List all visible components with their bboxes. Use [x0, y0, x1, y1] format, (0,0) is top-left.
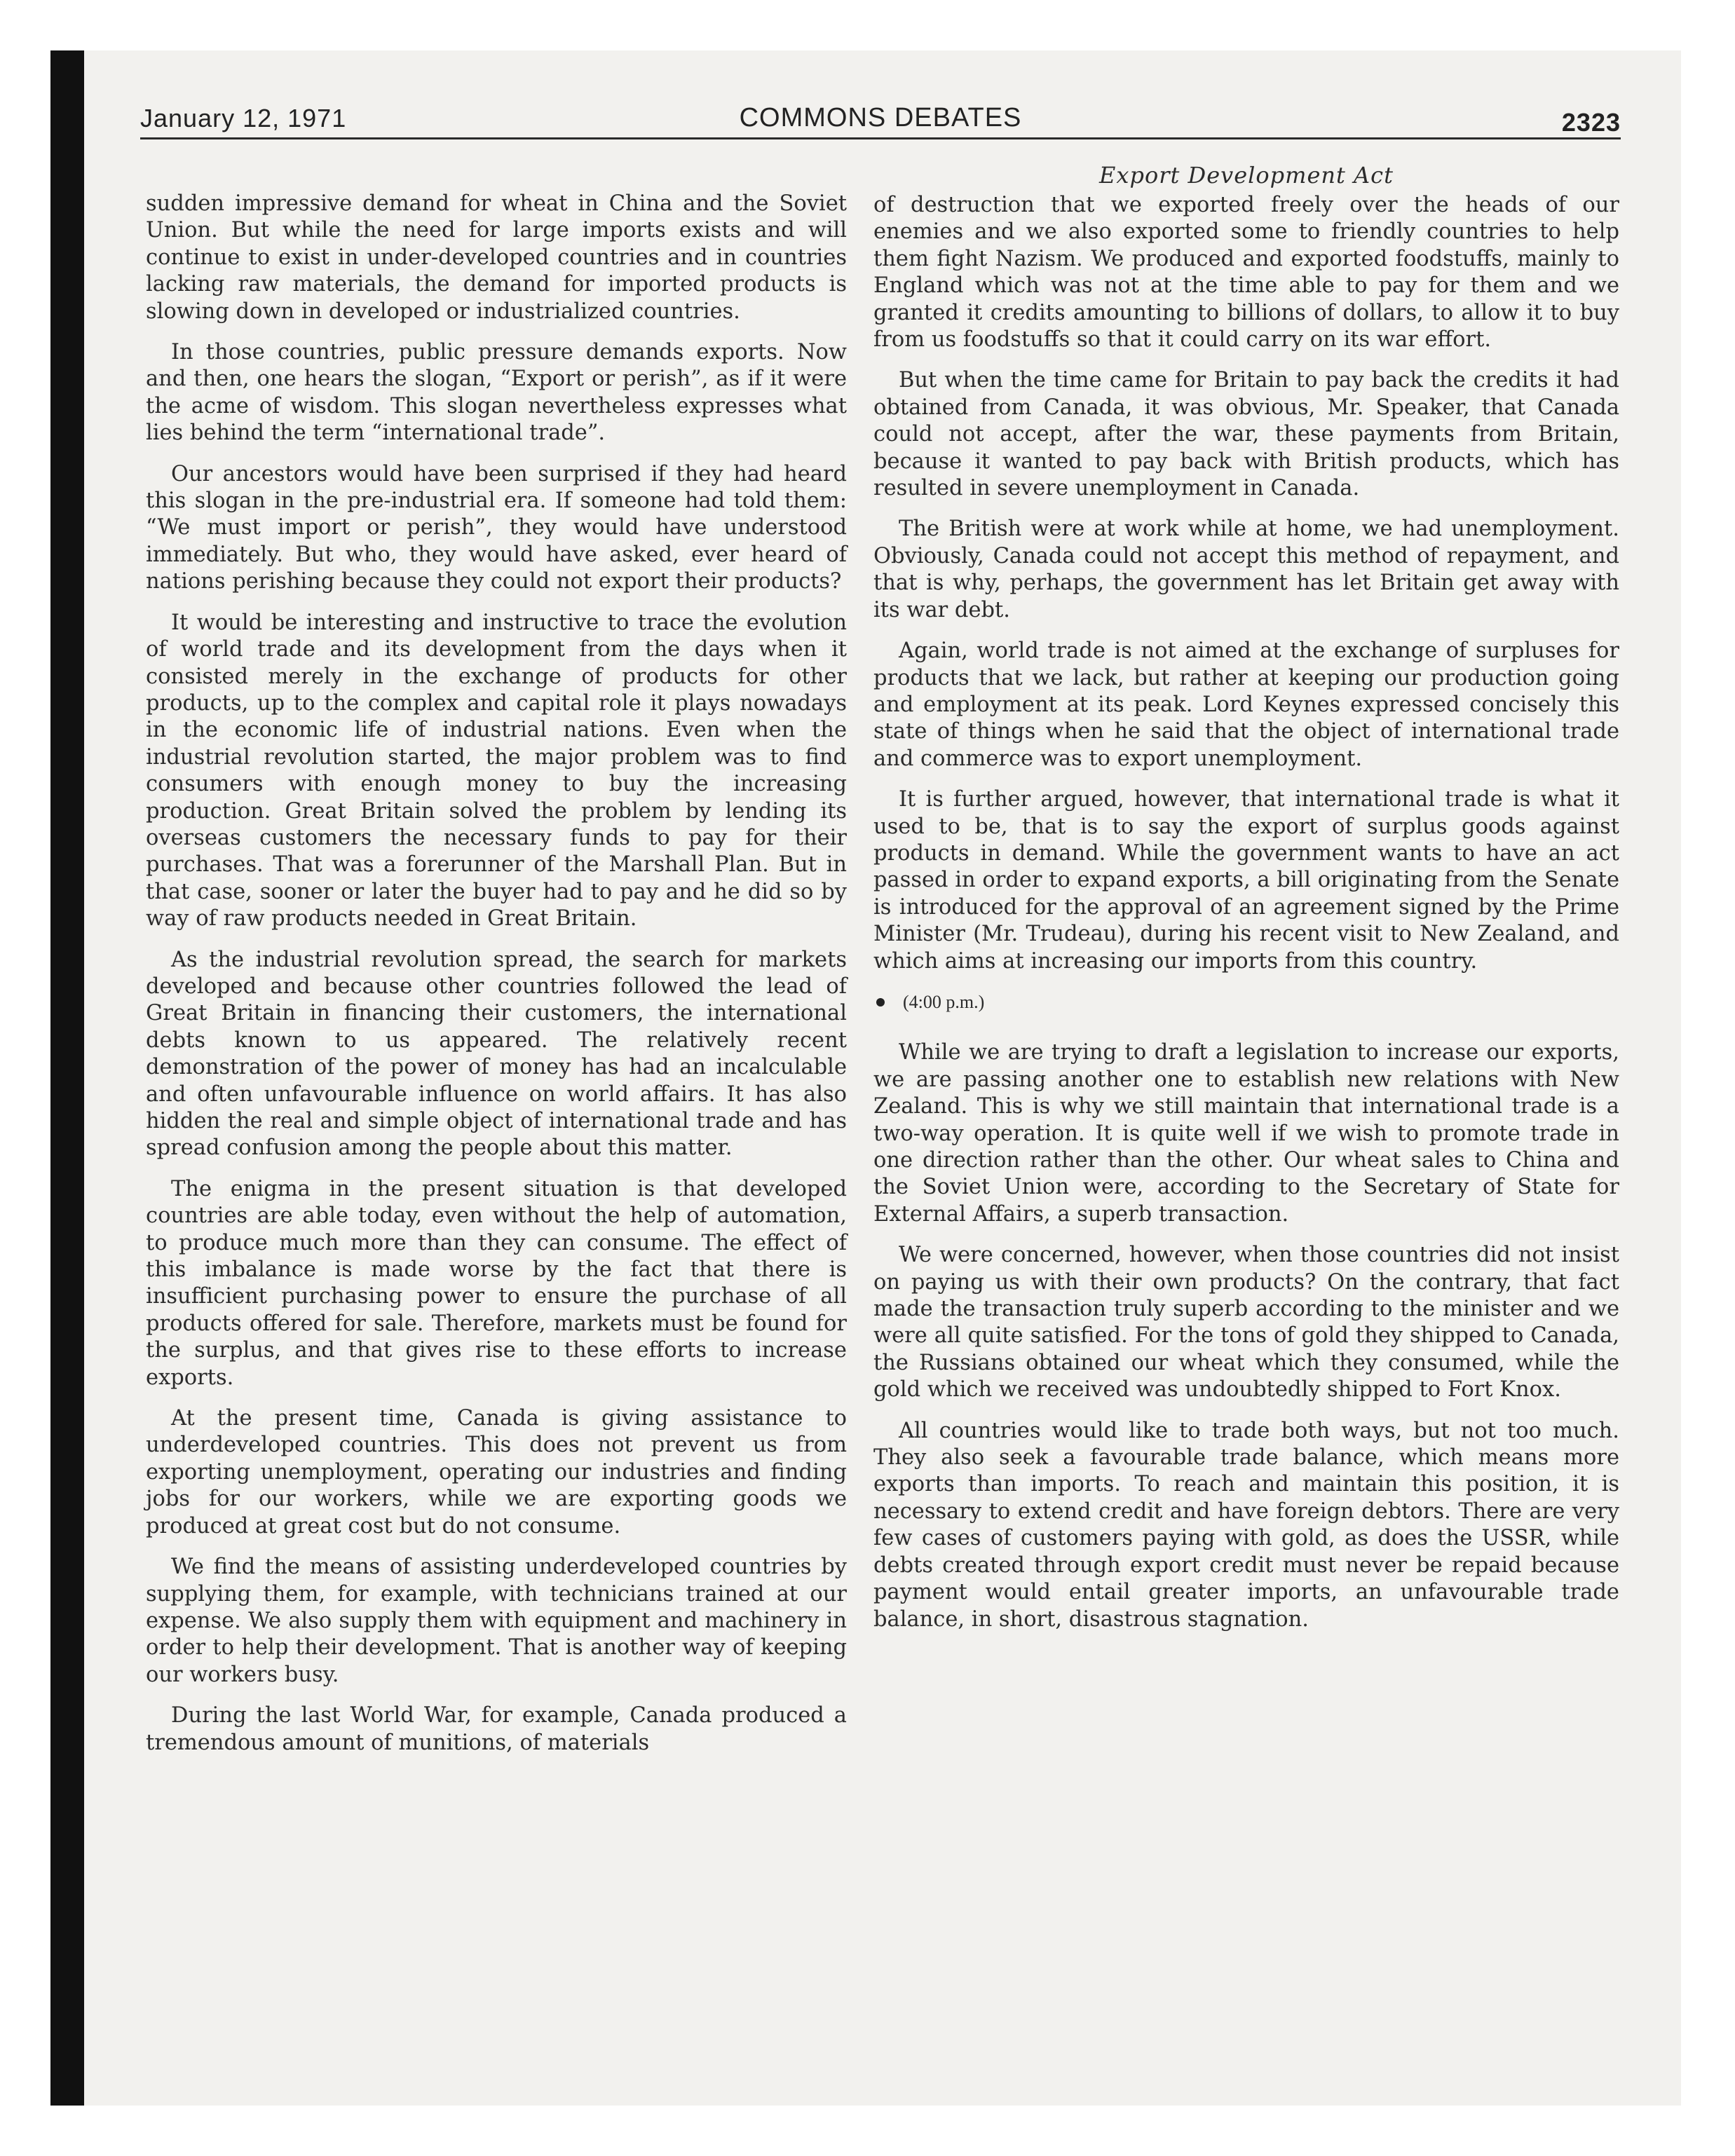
time-marker-text: (4:00 p.m.) — [903, 991, 985, 1012]
paragraph: During the last World War, for example, Canada produced a tremendous amount of munitions, of materials — [146, 1703, 847, 1755]
paragraph: sudden impressive demand for wheat in China and the Soviet Union. But while the need for large imports exists and will continue to exist in under-developed countries and in countries lacking raw materials, the demand for imported products is slowing down in developed or industrialized countries. — [146, 191, 847, 324]
paragraph: At the present time, Canada is giving assistance to underdeveloped countries. This does not prevent us from exporting unemployment, operating our industries and finding jobs for our workers, while we are exporting goods we produced at great cost but do not consume. — [146, 1406, 847, 1538]
section-title: Export Development Act — [1099, 162, 1394, 189]
paragraph: We were concerned, however, when those countries did not insist on paying us with their own products? On the contrary, that fact made the transaction truly superb according to the minister and we were all quite satisfied. For the tons of gold they shipped to Canada, the Russians obtained our wheat which they consumed, while the gold which we received was undoubtedly shipped to Fort Knox. — [873, 1243, 1619, 1403]
paragraph: It would be interesting and instructive to trace the evolution of world trade and its development from the days when it consisted merely in the exchange of products for other products, up to the complex and capital role it plays nowadays in the economic life of industrial nations. Even when the industrial revolution started, the major problem was to find consumers with enough money to buy the increasing production. Great Britain solved the problem by lending its overseas customers the necessary funds to pay for their purchases. That was a forerunner of the Marshall Plan. But in that case, sooner or later the buyer had to pay and he did so by way of raw products needed in Great Britain. — [146, 610, 847, 932]
header-title: COMMONS DEBATES — [739, 103, 1022, 132]
time-marker — [873, 989, 1619, 1016]
bullet-icon — [876, 998, 885, 1007]
header-page-number: 2323 — [1561, 108, 1621, 137]
paragraph: Our ancestors would have been surprised if they had heard this slogan in the pre-industrial era. If someone had told them: “We must import or perish”, they would have understood immediately. But who, they would have asked, ever heard of nations perishing because they could not export their products? — [146, 461, 847, 594]
right-column — [873, 161, 1619, 1647]
left-column — [146, 191, 847, 1770]
paragraph: While we are trying to draft a legislation to increase our exports, we are passing another one to establish new relations with New Zealand. This is why we still maintain that international trade is a two-way operation. It is quite well if we wish to promote trade in one direction rather than the other. Our wheat sales to China and the Soviet Union were, according to the Secretary of State for External Affairs, a superb transaction. — [873, 1040, 1619, 1227]
paragraph: Again, world trade is not aimed at the exchange of surpluses for products that we lack, but rather at keeping our production going and employment at its peak. Lord Keynes expressed concisely this state of things when he said that the object of international trade and commerce was to export unemployment. — [873, 639, 1619, 771]
paragraph: of destruction that we exported freely over the heads of our enemies and we also exported some to friendly countries to help them fight Nazism. We produced and exported foodstuffs, mainly to England which was not at the time able to pay for them and we granted it credits amounting to billions of dollars, to allow it to buy from us foodstuffs so that it could carry on its war effort. — [873, 193, 1619, 353]
paragraph: As the industrial revolution spread, the search for markets developed and because other countries followed the lead of Great Britain in financing their customers, the international debts known to us appeared. The relatively recent demonstration of the power of money has had an incalculable and often unfavourable influence on world affairs. It has also hidden the real and simple object of international trade and has spread confusion among the people about this matter. — [146, 947, 847, 1161]
paragraph: All countries would like to trade both ways, but not too much. They also seek a favourable trade balance, which means more exports than imports. To reach and maintain this position, it is necessary to extend credit and have foreign debtors. There are very few cases of customers paying with gold, as does the USSR, while debts created through export credit must never be repaid because payment would entail greater imports, an unfavourable trade balance, in short, disastrous stagnation. — [873, 1418, 1619, 1632]
paragraph: But when the time came for Britain to pay back the credits it had obtained from Canada, it was obvious, Mr. Speaker, that Canada could not accept, after the war, these payments from Britain, because it wanted to pay back with British products, which has resulted in severe unemployment in Canada. — [873, 368, 1619, 501]
paragraph: In those countries, public pressure demands exports. Now and then, one hears the slogan, “Export or perish”, as if it were the acme of wisdom. This slogan nevertheless expresses what lies behind the term “international trade”. — [146, 340, 847, 446]
header-date: January 12, 1971 — [140, 104, 347, 132]
page-header — [140, 100, 1621, 139]
paragraph: The enigma in the present situation is that developed countries are able today, even without the help of automation, to produce much more than they can consume. The effect of this imbalance is made worse by the fact that there is insufficient purchasing power to ensure the purchase of all products offered for sale. Therefore, markets must be found for the surplus, and that gives rise to these efforts to increase exports. — [146, 1176, 847, 1390]
binding-shadow — [50, 50, 84, 2106]
paragraph: The British were at work while at home, we had unemployment. Obviously, Canada could not accept this method of repayment, and that is why, perhaps, the government has let Britain get away with its war debt. — [873, 517, 1619, 622]
paragraph: We find the means of assisting underdeveloped countries by supplying them, for example, with technicians trained at our expense. We also supply them with equipment and machinery in order to help their development. That is another way of keeping our workers busy. — [146, 1555, 847, 1687]
paragraph: It is further argued, however, that international trade is what it used to be, that is to say the export of surplus goods against products in demand. While the government wants to have an act passed in order to expand exports, a bill originating from the Senate is introduced for the approval of an agreement signed by the Prime Minister (Mr. Trudeau), during his recent visit to New Zealand, and which aims at increasing our imports from this country. — [873, 787, 1619, 974]
